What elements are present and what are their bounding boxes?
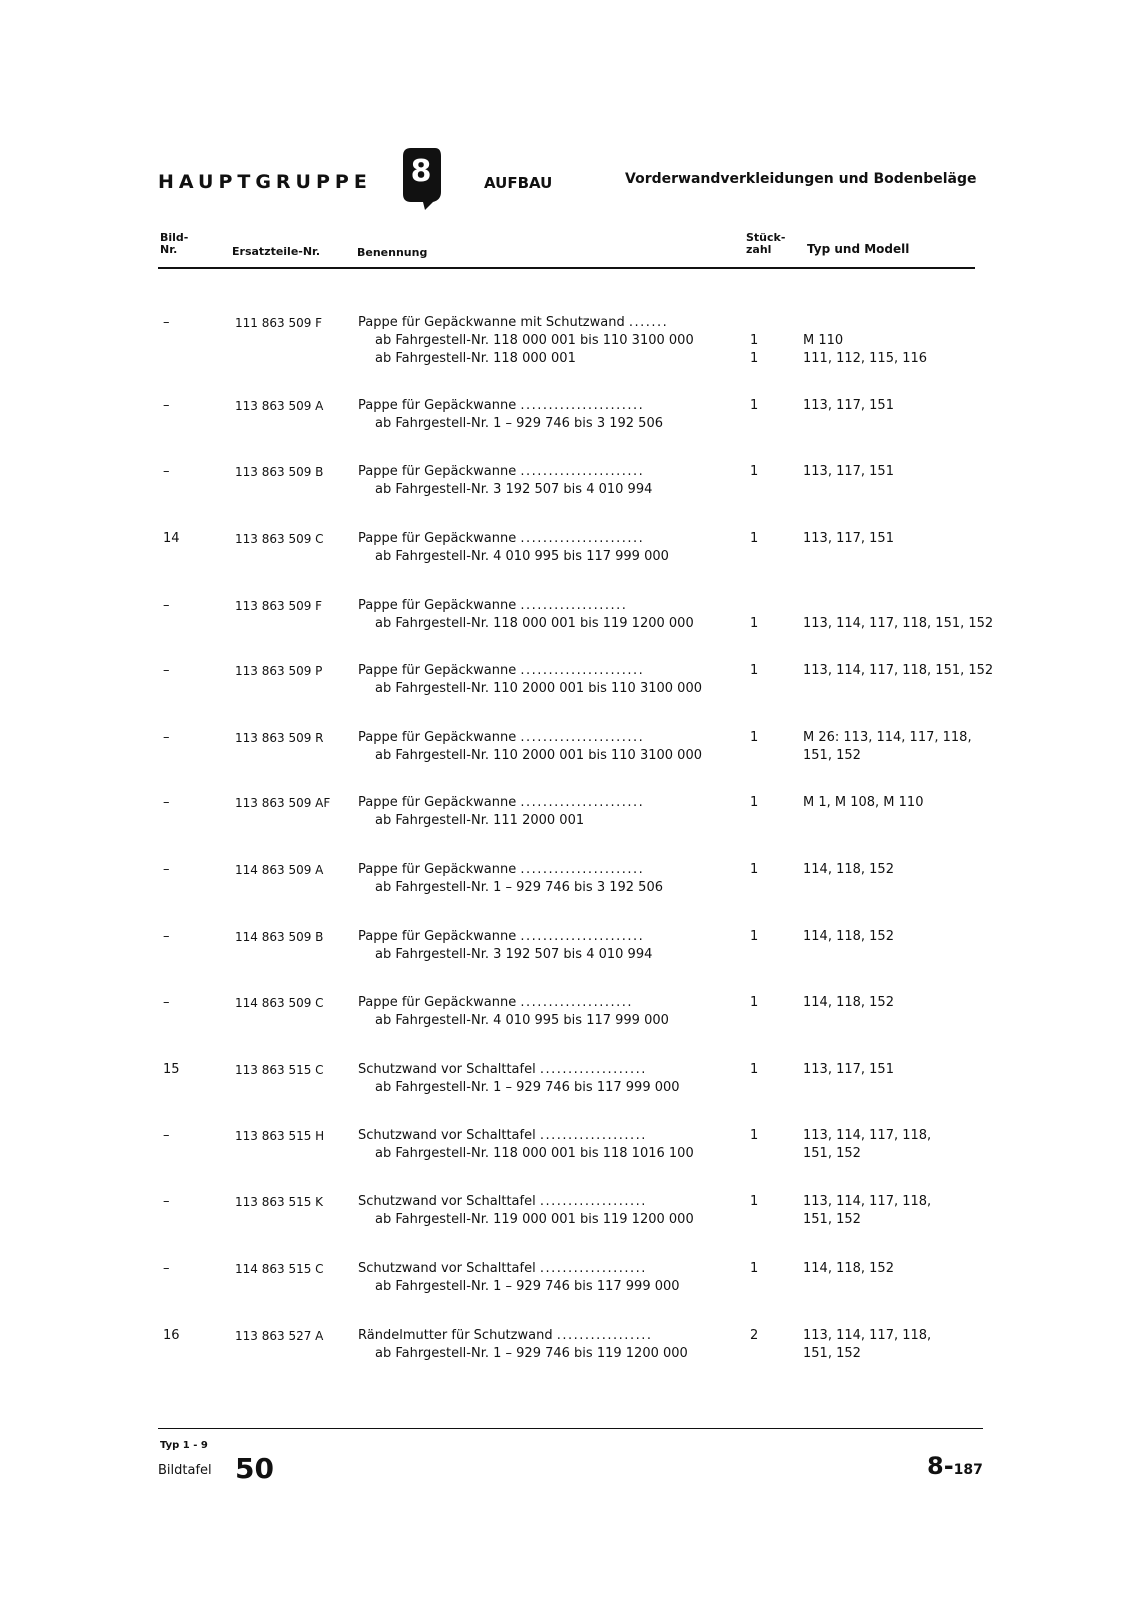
chassis-range: ab Fahrgestell-Nr. 1 – 929 746 bis 117 999 000 <box>375 1080 680 1095</box>
type-model: 114, 118, 152 <box>803 995 894 1010</box>
group-number: 8 <box>410 154 432 189</box>
part-description <box>358 794 728 830</box>
part-number: 113 863 509 C <box>235 532 324 546</box>
quantity: 1 <box>750 929 759 944</box>
bild-number: – <box>163 1128 170 1143</box>
quantity: 2 <box>750 1328 759 1343</box>
chassis-range: ab Fahrgestell-Nr. 1 – 929 746 bis 117 999 000 <box>375 1279 680 1294</box>
bild-number: – <box>163 862 170 877</box>
part-number: 113 863 509 A <box>235 399 324 413</box>
type-model: M 1, M 108, M 110 <box>803 795 924 810</box>
description-main <box>358 530 728 548</box>
bild-number: – <box>163 464 170 479</box>
description-main <box>358 729 728 747</box>
description-text: Pappe für Gepäckwanne <box>358 663 517 678</box>
chassis-range: ab Fahrgestell-Nr. 1 – 929 746 bis 3 192 506 <box>375 416 663 431</box>
description-main <box>358 662 728 680</box>
part-number: 114 863 509 B <box>235 930 324 944</box>
type-model: 113, 114, 117, 118, 151, 152 <box>803 616 994 631</box>
part-description <box>358 1260 728 1296</box>
description-main <box>358 928 728 946</box>
column-header-bild-line1: Bild- <box>160 231 189 244</box>
description-main <box>358 463 728 481</box>
column-header-stueck-line1: Stück- <box>746 231 786 244</box>
part-number: 113 863 515 H <box>235 1129 325 1143</box>
type-model: 113, 117, 151 <box>803 464 894 479</box>
page-number-dash: - <box>943 1452 954 1480</box>
description-text: Pappe für Gepäckwanne <box>358 862 517 877</box>
chassis-range: ab Fahrgestell-Nr. 1 – 929 746 bis 119 1200 000 <box>375 1346 688 1361</box>
section-title: AUFBAU <box>484 174 553 192</box>
footer-bildtafel-number: 50 <box>235 1452 274 1485</box>
description-text: Pappe für Gepäckwanne <box>358 995 517 1010</box>
column-header-bild <box>160 232 188 256</box>
part-description <box>358 729 728 765</box>
type-model-cont: 151, 152 <box>803 1346 861 1361</box>
type-model: 113, 114, 117, 118, <box>803 1194 932 1209</box>
leader-dots: ................. <box>556 1328 653 1343</box>
bild-number: 15 <box>163 1062 180 1077</box>
chassis-range: ab Fahrgestell-Nr. 3 192 507 bis 4 010 994 <box>375 482 653 497</box>
chassis-range: ab Fahrgestell-Nr. 4 010 995 bis 117 999 000 <box>375 1013 669 1028</box>
leader-dots: .................... <box>520 995 633 1010</box>
quantity: 1 <box>750 1062 759 1077</box>
description-main <box>358 397 728 415</box>
type-model: 111, 112, 115, 116 <box>803 351 928 366</box>
description-text: Pappe für Gepäckwanne <box>358 398 517 413</box>
part-description <box>358 314 728 368</box>
part-description <box>358 530 728 566</box>
type-model: M 110 <box>803 333 844 348</box>
leader-dots: ...................... <box>520 929 645 944</box>
chassis-range: ab Fahrgestell-Nr. 111 2000 001 <box>375 813 585 828</box>
bild-number: – <box>163 995 170 1010</box>
leader-dots: ...................... <box>520 663 645 678</box>
quantity: 1 <box>750 795 759 810</box>
bild-number: – <box>163 598 170 613</box>
part-number: 114 863 509 C <box>235 996 324 1010</box>
type-model: 113, 117, 151 <box>803 398 894 413</box>
leader-dots: ................... <box>520 598 628 613</box>
bild-number: – <box>163 663 170 678</box>
part-description <box>358 597 728 633</box>
bild-number: – <box>163 315 170 330</box>
description-text: Schutzwand vor Schalttafel <box>358 1261 536 1276</box>
part-number: 113 863 509 P <box>235 664 323 678</box>
part-number: 113 863 509 R <box>235 731 324 745</box>
chassis-range: ab Fahrgestell-Nr. 118 000 001 bis 119 1200 000 <box>375 616 694 631</box>
type-model: 113, 114, 117, 118, 151, 152 <box>803 663 994 678</box>
type-model: 113, 114, 117, 118, <box>803 1128 932 1143</box>
bild-number: – <box>163 398 170 413</box>
chassis-range: ab Fahrgestell-Nr. 118 000 001 bis 118 1016 100 <box>375 1146 694 1161</box>
part-number: 114 863 509 A <box>235 863 324 877</box>
description-main <box>358 1127 728 1145</box>
description-main <box>358 861 728 879</box>
chassis-range: ab Fahrgestell-Nr. 110 2000 001 bis 110 3100 000 <box>375 681 702 696</box>
type-model: 114, 118, 152 <box>803 862 894 877</box>
part-number: 113 863 527 A <box>235 1329 324 1343</box>
description-main <box>358 1327 728 1345</box>
leader-dots: ................... <box>539 1062 647 1077</box>
description-text: Schutzwand vor Schalttafel <box>358 1062 536 1077</box>
group-label: HAUPTGRUPPE <box>158 171 372 193</box>
chassis-range: ab Fahrgestell-Nr. 4 010 995 bis 117 999 000 <box>375 549 669 564</box>
page-subtitle: Vorderwandverkleidungen und Bodenbeläge <box>625 171 977 187</box>
bild-number: – <box>163 795 170 810</box>
quantity: 1 <box>750 464 759 479</box>
part-number: 113 863 509 F <box>235 599 323 613</box>
leader-dots: ...................... <box>520 398 645 413</box>
column-header-ersatzteile: Ersatzteile-Nr. <box>232 245 321 258</box>
page-number-sub: 187 <box>953 1462 983 1478</box>
quantity: 1 <box>750 333 759 348</box>
part-number: 113 863 515 C <box>235 1063 324 1077</box>
part-description <box>358 994 728 1030</box>
page-number <box>927 1452 983 1480</box>
description-text: Pappe für Gepäckwanne <box>358 929 517 944</box>
part-description <box>358 928 728 964</box>
type-model: 113, 117, 151 <box>803 1062 894 1077</box>
column-header-stueck-line2: zahl <box>746 243 772 256</box>
leader-dots: ................... <box>539 1261 647 1276</box>
type-model: M 26: 113, 114, 117, 118, <box>803 730 972 745</box>
quantity: 1 <box>750 616 759 631</box>
bild-number: 14 <box>163 531 180 546</box>
quantity: 1 <box>750 730 759 745</box>
part-description <box>358 1193 728 1229</box>
part-description <box>358 1127 728 1163</box>
description-text: Pappe für Gepäckwanne <box>358 464 517 479</box>
part-description <box>358 397 728 433</box>
part-description <box>358 861 728 897</box>
quantity: 1 <box>750 995 759 1010</box>
type-model-cont: 151, 152 <box>803 1212 861 1227</box>
description-text: Pappe für Gepäckwanne mit Schutzwand <box>358 315 625 330</box>
description-text: Pappe für Gepäckwanne <box>358 795 517 810</box>
part-description <box>358 463 728 499</box>
header-divider <box>158 267 975 269</box>
type-model: 113, 114, 117, 118, <box>803 1328 932 1343</box>
type-model: 114, 118, 152 <box>803 929 894 944</box>
footer-divider <box>158 1428 983 1429</box>
chassis-range: ab Fahrgestell-Nr. 119 000 001 bis 119 1200 000 <box>375 1212 694 1227</box>
type-model-cont: 151, 152 <box>803 748 861 763</box>
part-description <box>358 1327 728 1363</box>
description-text: Pappe für Gepäckwanne <box>358 730 517 745</box>
leader-dots: ...................... <box>520 795 645 810</box>
quantity: 1 <box>750 1261 759 1276</box>
column-header-bild-line2: Nr. <box>160 243 178 256</box>
bild-number: – <box>163 929 170 944</box>
quantity: 1 <box>750 398 759 413</box>
footer-typ: Typ 1 - 9 <box>160 1440 208 1451</box>
column-header-stueckzahl <box>746 232 785 256</box>
quantity: 1 <box>750 862 759 877</box>
part-description <box>358 1061 728 1097</box>
type-model: 114, 118, 152 <box>803 1261 894 1276</box>
quantity: 1 <box>750 1128 759 1143</box>
leader-dots: ................... <box>539 1194 647 1209</box>
description-text: Pappe für Gepäckwanne <box>358 598 517 613</box>
leader-dots: ...................... <box>520 862 645 877</box>
quantity: 1 <box>750 663 759 678</box>
column-header-typ: Typ und Modell <box>807 242 910 256</box>
quantity: 1 <box>750 351 759 366</box>
description-text: Schutzwand vor Schalttafel <box>358 1194 536 1209</box>
description-main <box>358 794 728 812</box>
quantity: 1 <box>750 531 759 546</box>
description-main <box>358 597 728 615</box>
description-text: Schutzwand vor Schalttafel <box>358 1128 536 1143</box>
part-number: 114 863 515 C <box>235 1262 324 1276</box>
leader-dots: ...................... <box>520 730 645 745</box>
type-model-cont: 151, 152 <box>803 1146 861 1161</box>
bild-number: – <box>163 730 170 745</box>
description-main <box>358 1193 728 1211</box>
quantity: 1 <box>750 1194 759 1209</box>
chassis-range: ab Fahrgestell-Nr. 1 – 929 746 bis 3 192 506 <box>375 880 663 895</box>
leader-dots: ....... <box>628 315 669 330</box>
leader-dots: ................... <box>539 1128 647 1143</box>
footer-bildtafel-label: Bildtafel <box>158 1463 212 1478</box>
part-description <box>358 662 728 698</box>
chassis-range: ab Fahrgestell-Nr. 118 000 001 bis 110 3100 000 <box>375 333 694 348</box>
description-text: Pappe für Gepäckwanne <box>358 531 517 546</box>
chassis-range: ab Fahrgestell-Nr. 110 2000 001 bis 110 3100 000 <box>375 748 702 763</box>
description-main <box>358 1061 728 1079</box>
description-main <box>358 314 728 332</box>
bild-number: – <box>163 1194 170 1209</box>
description-text: Rändelmutter für Schutzwand <box>358 1328 553 1343</box>
description-main <box>358 1260 728 1278</box>
part-number: 113 863 515 K <box>235 1195 324 1209</box>
description-main <box>358 994 728 1012</box>
leader-dots: ...................... <box>520 464 645 479</box>
bild-number: – <box>163 1261 170 1276</box>
part-number: 111 863 509 F <box>235 316 323 330</box>
part-number: 113 863 509 B <box>235 465 324 479</box>
leader-dots: ...................... <box>520 531 645 546</box>
type-model: 113, 117, 151 <box>803 531 894 546</box>
chassis-range: ab Fahrgestell-Nr. 118 000 001 <box>375 351 576 366</box>
column-header-benennung: Benennung <box>357 246 428 259</box>
part-number: 113 863 509 AF <box>235 796 331 810</box>
page-number-main: 8 <box>927 1452 944 1480</box>
bild-number: 16 <box>163 1328 180 1343</box>
chassis-range: ab Fahrgestell-Nr. 3 192 507 bis 4 010 994 <box>375 947 653 962</box>
group-number-badge <box>399 146 443 212</box>
